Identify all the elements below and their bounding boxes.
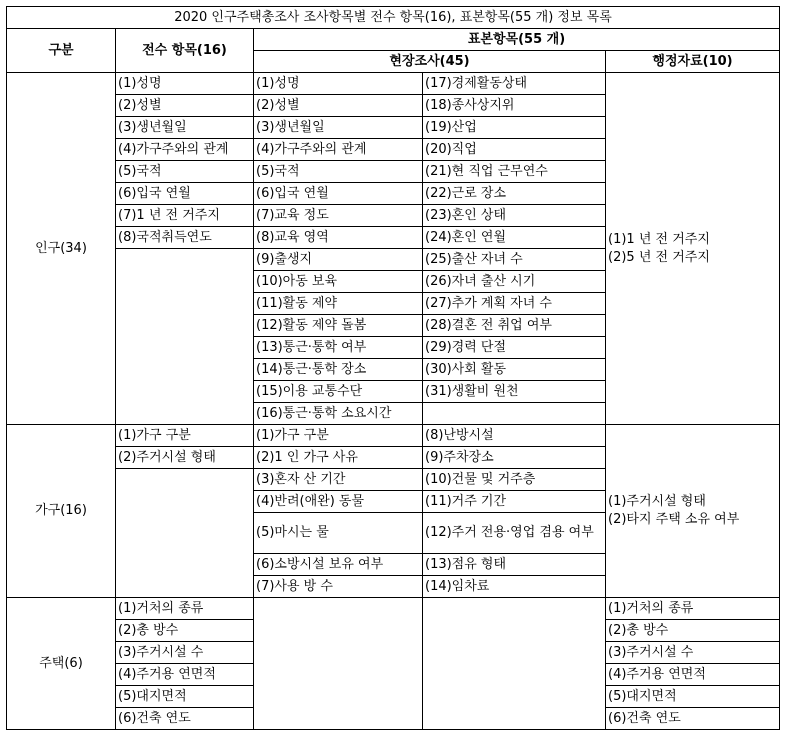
header-category: 구분: [7, 29, 116, 73]
admin-item: (4)주거용 연면적: [606, 664, 780, 686]
field-item: (3)생년월일: [254, 117, 423, 139]
admin-items-household: [606, 425, 780, 598]
group-label-household: 가구(16): [7, 425, 116, 598]
census-item: (2)총 방수: [116, 620, 254, 642]
field-item: (7)교육 정도: [254, 205, 423, 227]
field-item: (2)1 인 가구 사유: [254, 447, 423, 469]
admin-item: (5)대지면적: [606, 686, 780, 708]
field-item: (25)출산 자녀 수: [423, 249, 606, 271]
census-item: (5)국적: [116, 161, 254, 183]
census-item: (4)가구주와의 관계: [116, 139, 254, 161]
survey-items-table: [6, 6, 780, 730]
census-item: (1)가구 구분: [116, 425, 254, 447]
field-item: (14)통근·통학 장소: [254, 359, 423, 381]
field-item: (7)사용 방 수: [254, 576, 423, 598]
table-row: [7, 425, 780, 447]
header-admin-data: 행정자료(10): [606, 51, 780, 73]
census-item: (3)생년월일: [116, 117, 254, 139]
info-table-document: [6, 6, 779, 730]
field-item: (22)근로 장소: [423, 183, 606, 205]
field-item: (15)이용 교통수단: [254, 381, 423, 403]
table-row: [7, 598, 780, 620]
census-item: (1)성명: [116, 73, 254, 95]
field-item: (13)통근·통학 여부: [254, 337, 423, 359]
field-item: (29)경력 단절: [423, 337, 606, 359]
field-item: (23)혼인 상태: [423, 205, 606, 227]
empty-cell: [423, 403, 606, 425]
field-item: (5)마시는 물: [254, 513, 423, 554]
field-item: (20)직업: [423, 139, 606, 161]
admin-item: (3)주거시설 수: [606, 642, 780, 664]
field-item: (17)경제활동상태: [423, 73, 606, 95]
census-item: (8)국적취득연도: [116, 227, 254, 249]
empty-cell: [254, 598, 423, 730]
table-title: 2020 인구주택총조사 조사항목별 전수 항목(16), 표본항목(55 개) 정보 목록: [7, 7, 780, 29]
field-item: (9)출생지: [254, 249, 423, 271]
census-item: (1)거처의 종류: [116, 598, 254, 620]
census-item: (2)성별: [116, 95, 254, 117]
admin-item: (2)총 방수: [606, 620, 780, 642]
census-item: (6)건축 연도: [116, 708, 254, 730]
admin-items-population: [606, 73, 780, 425]
header-census-items: 전수 항목(16): [116, 29, 254, 73]
field-item: (4)반려(애완) 동물: [254, 491, 423, 513]
census-item: (4)주거용 연면적: [116, 664, 254, 686]
field-item: (2)성별: [254, 95, 423, 117]
field-item: (10)아동 보육: [254, 271, 423, 293]
field-item: (11)활동 제약: [254, 293, 423, 315]
header-sample-items: 표본항목(55 개): [254, 29, 780, 51]
field-item: (8)난방시설: [423, 425, 606, 447]
header-field-survey: 현장조사(45): [254, 51, 606, 73]
empty-cell: [116, 469, 254, 598]
field-item: (11)거주 기간: [423, 491, 606, 513]
group-label-housing: 주택(6): [7, 598, 116, 730]
group-label-population: 인구(34): [7, 73, 116, 425]
field-item: (30)사회 활동: [423, 359, 606, 381]
field-item: (3)혼자 산 기간: [254, 469, 423, 491]
field-item: (9)주차장소: [423, 447, 606, 469]
field-item: (21)현 직업 근무연수: [423, 161, 606, 183]
field-item: (14)임차료: [423, 576, 606, 598]
admin-item: (1)거처의 종류: [606, 598, 780, 620]
census-item: (7)1 년 전 거주지: [116, 205, 254, 227]
field-item: (4)가구주와의 관계: [254, 139, 423, 161]
census-item: (5)대지면적: [116, 686, 254, 708]
field-item: (10)건물 및 거주층: [423, 469, 606, 491]
empty-cell: [423, 598, 606, 730]
field-item: (18)종사상지위: [423, 95, 606, 117]
field-item: (8)교육 영역: [254, 227, 423, 249]
admin-item: (2)타지 주택 소유 여부: [608, 512, 740, 527]
admin-item: (2)5 년 전 거주지: [608, 249, 710, 265]
field-item: (12)주거 전용·영업 겸용 여부: [423, 513, 606, 554]
empty-cell: [116, 249, 254, 425]
admin-item: (1)주거시설 형태: [608, 494, 706, 509]
field-item: (31)생활비 원천: [423, 381, 606, 403]
field-item: (24)혼인 연월: [423, 227, 606, 249]
field-item: (16)통근·통학 소요시간: [254, 403, 423, 425]
field-item: (27)추가 계획 자녀 수: [423, 293, 606, 315]
census-item: (6)입국 연월: [116, 183, 254, 205]
field-item: (6)입국 연월: [254, 183, 423, 205]
field-item: (19)산업: [423, 117, 606, 139]
field-item: (1)성명: [254, 73, 423, 95]
field-item: (5)국적: [254, 161, 423, 183]
admin-item: (6)건축 연도: [606, 708, 780, 730]
table-row: [7, 73, 780, 95]
census-item: (3)주거시설 수: [116, 642, 254, 664]
census-item: (2)주거시설 형태: [116, 447, 254, 469]
field-item: (26)자녀 출산 시기: [423, 271, 606, 293]
field-item: (28)결혼 전 취업 여부: [423, 315, 606, 337]
field-item: (13)점유 형태: [423, 554, 606, 576]
field-item: (6)소방시설 보유 여부: [254, 554, 423, 576]
field-item: (12)활동 제약 돌봄: [254, 315, 423, 337]
admin-item: (1)1 년 전 거주지: [608, 231, 710, 247]
field-item: (1)가구 구분: [254, 425, 423, 447]
